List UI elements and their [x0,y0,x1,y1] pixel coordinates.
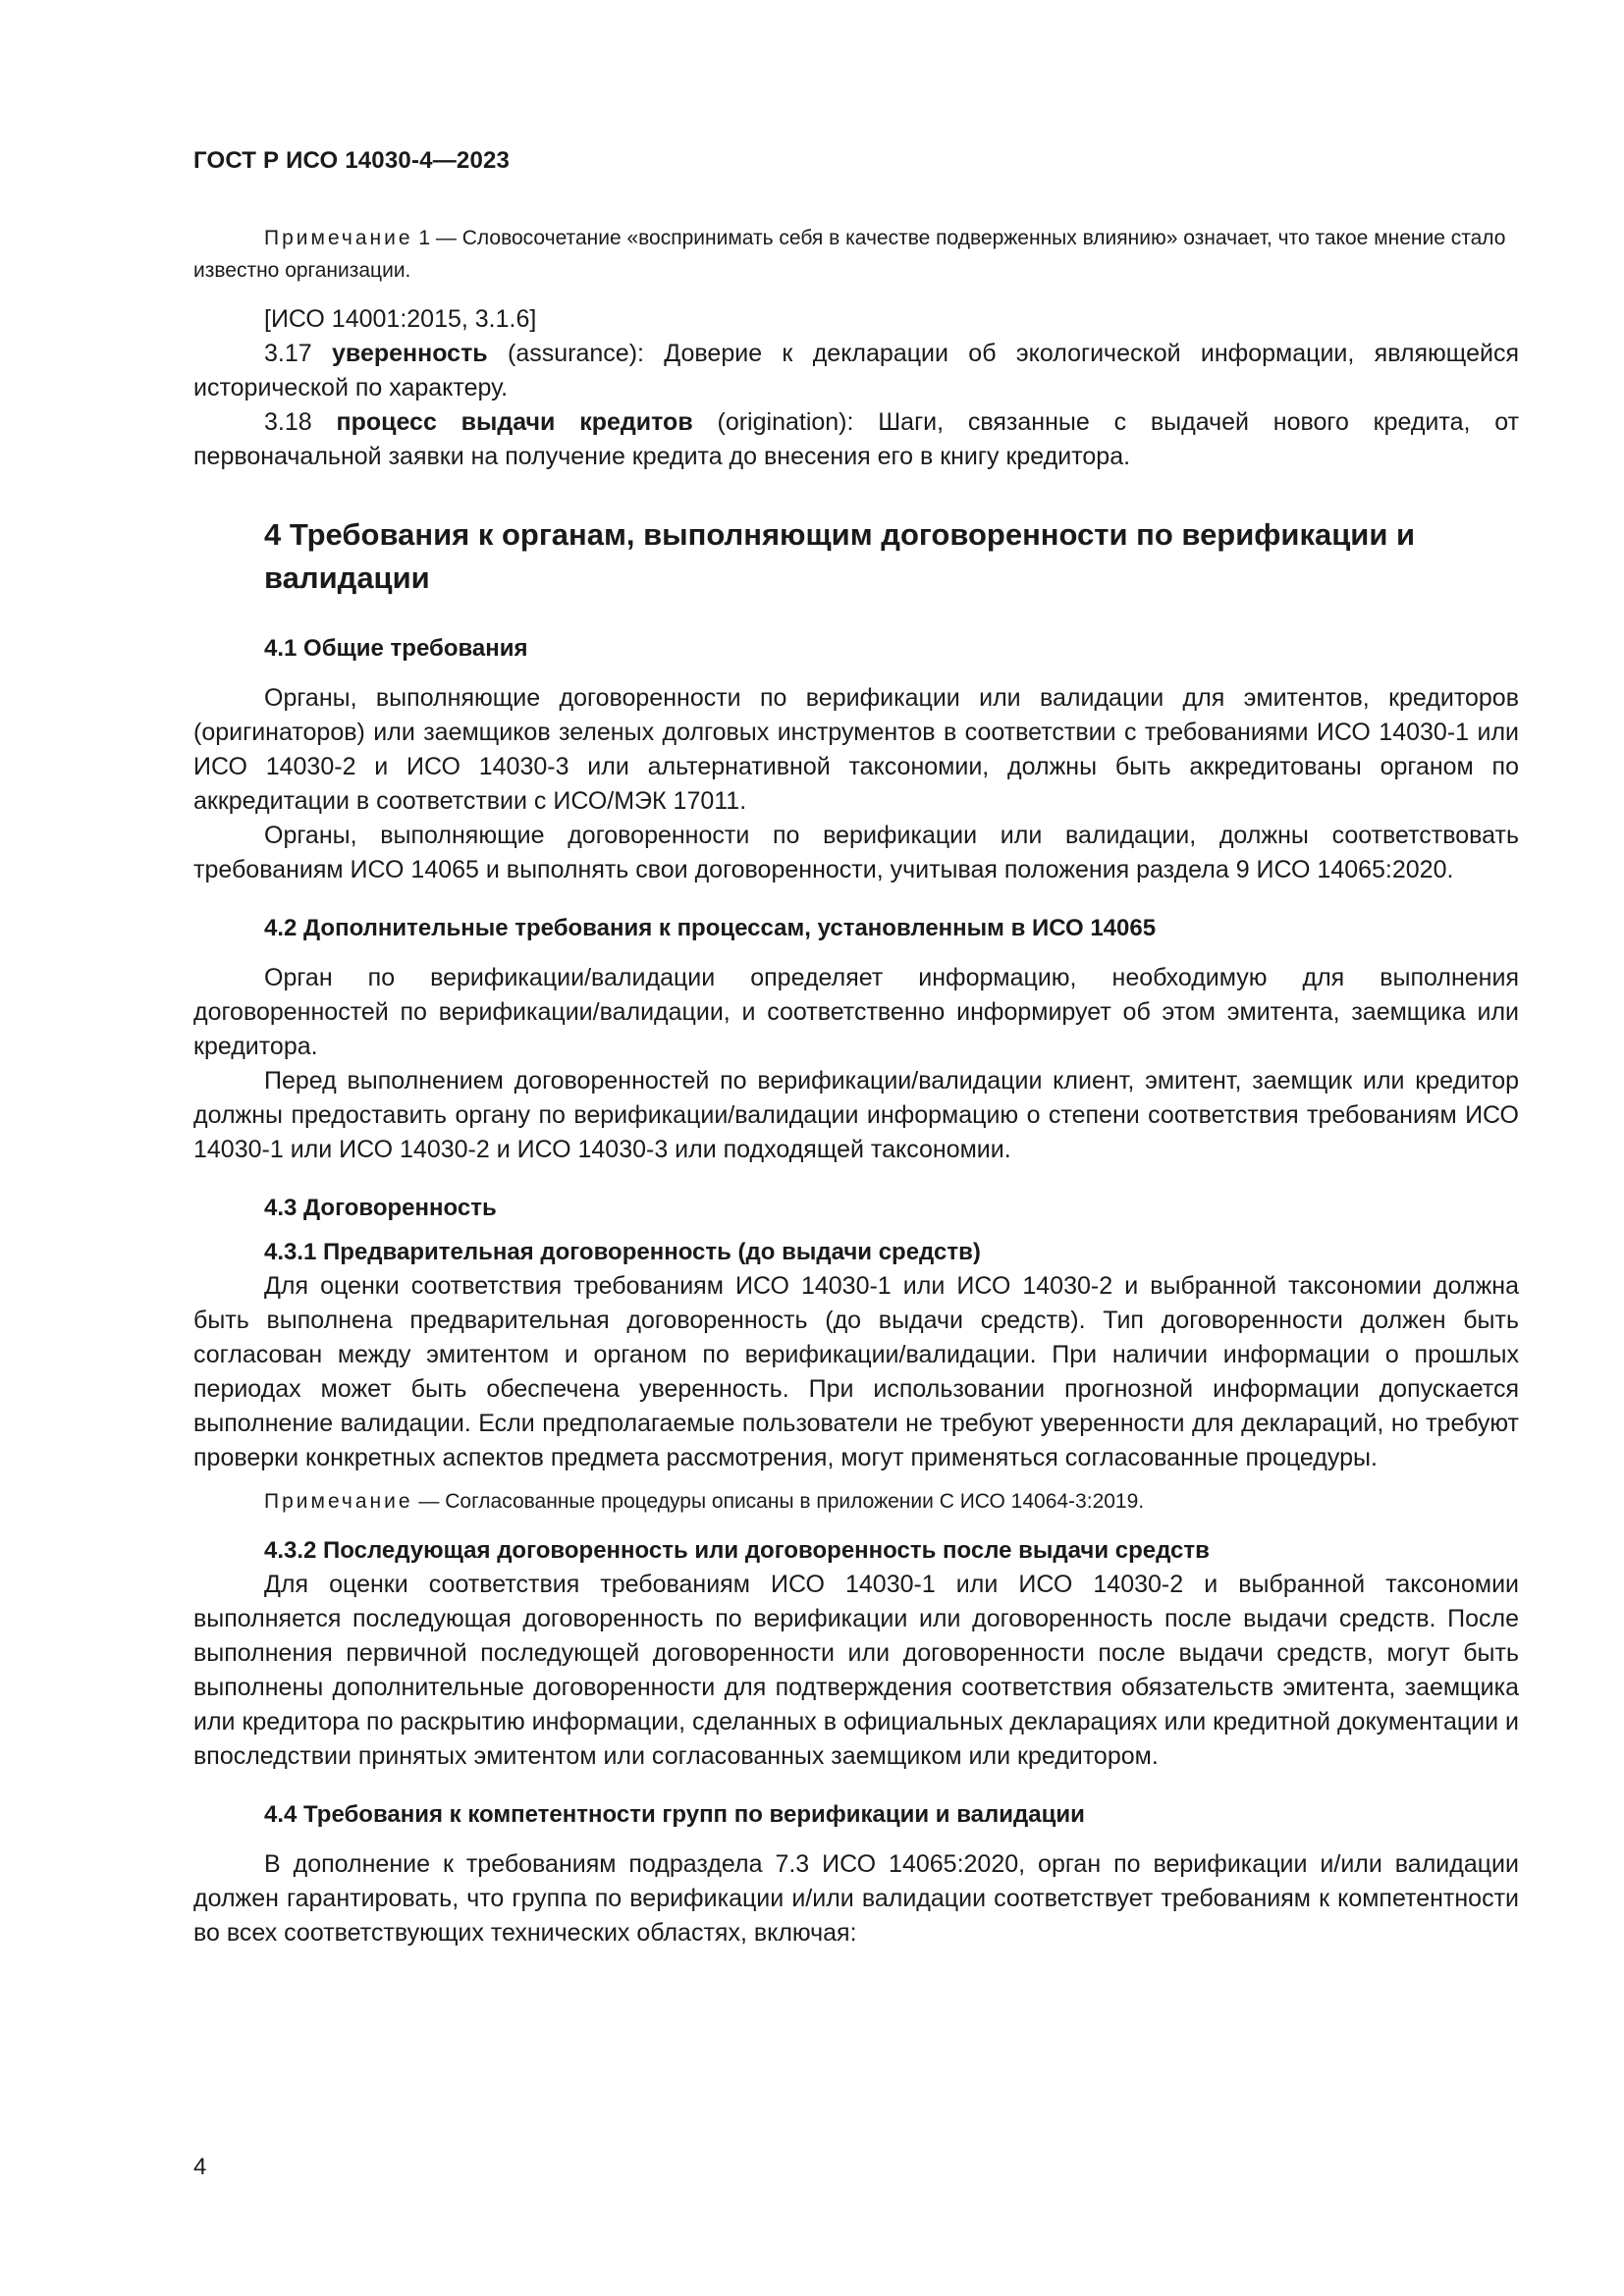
term-name: процесс выдачи кредитов [336,408,693,436]
term-number: 3.18 [264,408,337,436]
page-content [193,222,1519,1950]
paragraph: Для оценки соответствия требованиям ИСО 14030-1 или ИСО 14030-2 и выбранной таксономии должна быть выполнена предварительная договоренность (до выдачи средств). Тип договоренности должен быть согласован между эмитентом и органом по верификации/валидации. При наличии информации о прошлых периодах может быть обеспечена уверенность. При использовании прогнозной информации допускается выполнение валидации. Если предполагаемые пользователи не требуют уверенности для деклараций, но требуют проверки конкретных аспектов предмета рассмотрения, могут применяться согласованные процедуры. [193,1272,1519,1471]
note-2-text: — Согласованные процедуры описаны в приложении С ИСО 14064-3:2019. [412,1490,1145,1513]
note-2 [193,1485,1519,1518]
paragraph: В дополнение к требованиям подраздела 7.3 ИСО 14065:2020, орган по верификации и/или валидации должен гарантировать, что группа по верификации и/или валидации соответствует требованиям к компетентности во всех соответствующих технических областях, включая: [193,1850,1519,1947]
term-name: уверенность [332,340,488,367]
paragraph: Орган по верификации/валидации определяет информацию, необходимую для выполнения договоренностей по верификации/валидации, и соответственно информирует об этом эмитента, заемщика или кредитора. [193,964,1519,1060]
paragraph: Органы, выполняющие договоренности по верификации или валидации, должны соответствовать требованиям ИСО 14065 и выполнять свои договоренности, учитывая положения раздела 9 ИСО 14065:2020. [193,822,1519,883]
standard-header: ГОСТ Р ИСО 14030-4—2023 [193,147,511,174]
section-4-heading: 4 Требования к органам, выполняющим договоренности по верификации и валидации [264,517,1416,595]
term-number: 3.17 [264,340,332,367]
subsection-4-2-heading: 4.2 Дополнительные требования к процессам, установленным в ИСО 14065 [264,915,1157,941]
reference: [ИСО 14001:2015, 3.1.6] [264,305,537,333]
paragraph: Органы, выполняющие договоренности по верификации или валидации для эмитентов, кредиторов (оригинаторов) или заемщиков зеленых долговых инструментов в соответствии с требованиями ИСО 14030-1 или ИСО 14030-2 и ИСО 14030-3 или альтернативной таксономии, должны быть аккредитованы органом по аккредитации в соответствии с ИСО/МЭК 17011. [193,684,1519,815]
note-2-label: Примечание [264,1490,413,1513]
note-1-label: Примечание [264,227,413,249]
term-definition: (assurance): Доверие к декларации об экологической информации, являющейся исторической по характеру. [193,340,1519,401]
note-1-text: 1 — Словосочетание «воспринимать себя в качестве подверженных влиянию» означает, что такое мнение стало известно организации. [193,227,1506,282]
subsection-4-3-2-heading: 4.3.2 Последующая договоренность или договоренность после выдачи средств [264,1537,1210,1564]
page-number: 4 [193,2154,207,2180]
paragraph: Для оценки соответствия требованиям ИСО 14030-1 или ИСО 14030-2 и выбранной таксономии выполняется последующая договоренность по верификации или договоренность после выдачи средств. После выполнения первичной последующей договоренности или договоренности после выдачи средств, могут быть выполнены дополнительные договоренности для подтверждения соответствия обязательств эмитента, заемщика или кредитора по раскрытию информации, сделанных в официальных декларациях или кредитной документации и впоследствии принятых эмитентом или согласованных заемщиком или кредитором. [193,1571,1520,1770]
note-1 [193,222,1519,287]
term-definition: (origination): Шаги, связанные с выдачей нового кредита, от первоначальной заявки на получение кредита до внесения его в книгу кредитора. [193,408,1520,470]
subsection-4-1-heading: 4.1 Общие требования [264,635,528,662]
subsection-4-4-heading: 4.4 Требования к компетентности групп по верификации и валидации [264,1801,1085,1828]
paragraph: Перед выполнением договоренностей по верификации/валидации клиент, эмитент, заемщик или кредитор должны предоставить органу по верификации/валидации информацию о степени соответствия требованиям ИСО 14030-1 или ИСО 14030-2 и ИСО 14030-3 или подходящей таксономии. [193,1067,1519,1163]
term-3-18 [193,405,1519,474]
subsection-4-3-1-heading: 4.3.1 Предварительная договоренность (до выдачи средств) [264,1239,981,1265]
term-3-17 [193,337,1519,405]
subsection-4-3-heading: 4.3 Договоренность [264,1195,497,1221]
